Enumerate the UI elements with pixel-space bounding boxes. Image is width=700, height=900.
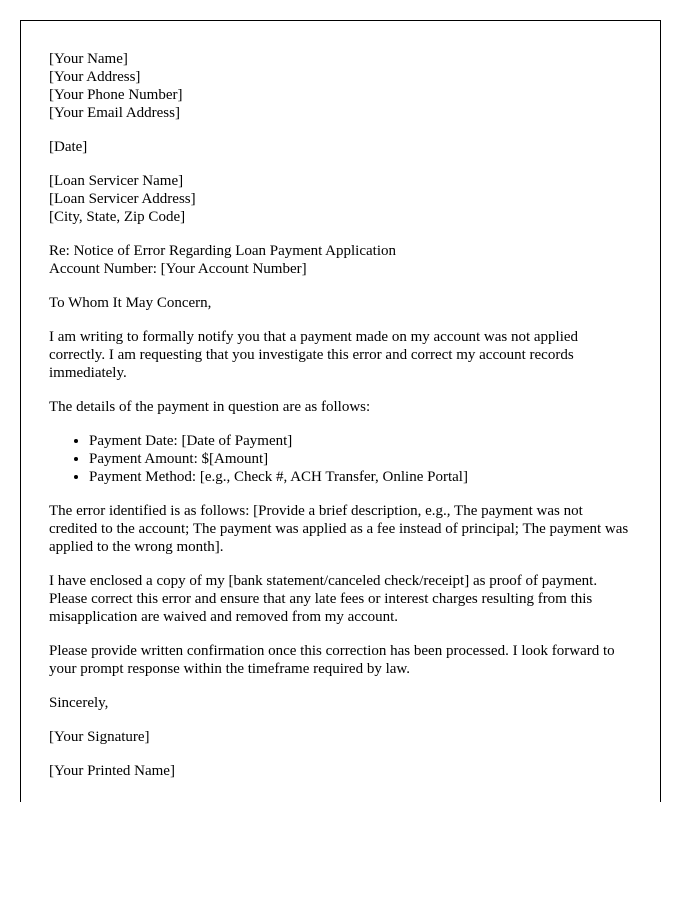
letter-page — [20, 20, 661, 802]
payment-details-list — [49, 432, 634, 486]
details-intro-paragraph: The details of the payment in question are as follows: — [49, 399, 371, 415]
signoff: Sincerely, — [49, 695, 109, 711]
list-item-payment-date: • Payment Date: [Date of Payment] — [89, 432, 634, 450]
sender-address: [Your Address] — [49, 69, 141, 85]
list-item-payment-method: • Payment Method: [e.g., Check #, ACH Transfer, Online Portal] — [89, 468, 634, 486]
sender-email: [Your Email Address] — [49, 105, 180, 121]
sender-name: [Your Name] — [49, 51, 128, 67]
printed-name: [Your Printed Name] — [49, 763, 175, 779]
list-item-payment-amount: • Payment Amount: $[Amount] — [89, 450, 634, 468]
closing-paragraph: Please provide written confirmation once this correction has been processed. I look forward to your prompt response within the timeframe required by law. — [49, 643, 615, 677]
letter-content — [49, 50, 634, 796]
recipient-name: [Loan Servicer Name] — [49, 173, 184, 189]
enclosure-paragraph: I have enclosed a copy of my [bank statement/canceled check/receipt] as proof of payment. Please correct this error and ensure that any late fees or interest charges resulting from this misapplication are waived and removed from my account. — [49, 573, 598, 625]
error-paragraph: The error identified is as follows: [Provide a brief description, e.g., The payment was not credited to the account; The payment was applied as a fee instead of principal; The payment was applied to the wrong month]. — [49, 503, 629, 555]
salutation: To Whom It May Concern, — [49, 295, 212, 311]
subject-re: Re: Notice of Error Regarding Loan Payment Application — [49, 243, 396, 259]
signature-placeholder: [Your Signature] — [49, 729, 150, 745]
date-block — [49, 138, 634, 156]
recipient-address: [Loan Servicer Address] — [49, 191, 196, 207]
sender-phone: [Your Phone Number] — [49, 87, 183, 103]
subject-block — [49, 242, 634, 278]
recipient-city-state-zip: [City, State, Zip Code] — [49, 209, 186, 225]
intro-paragraph: I am writing to formally notify you that a payment made on my account was not applied correctly. I am requesting that you investigate this error and correct my account records immediately. — [49, 329, 579, 381]
subject-account-number: Account Number: [Your Account Number] — [49, 261, 307, 277]
letter-date: [Date] — [49, 139, 88, 155]
sender-block — [49, 50, 634, 122]
recipient-block — [49, 172, 634, 226]
